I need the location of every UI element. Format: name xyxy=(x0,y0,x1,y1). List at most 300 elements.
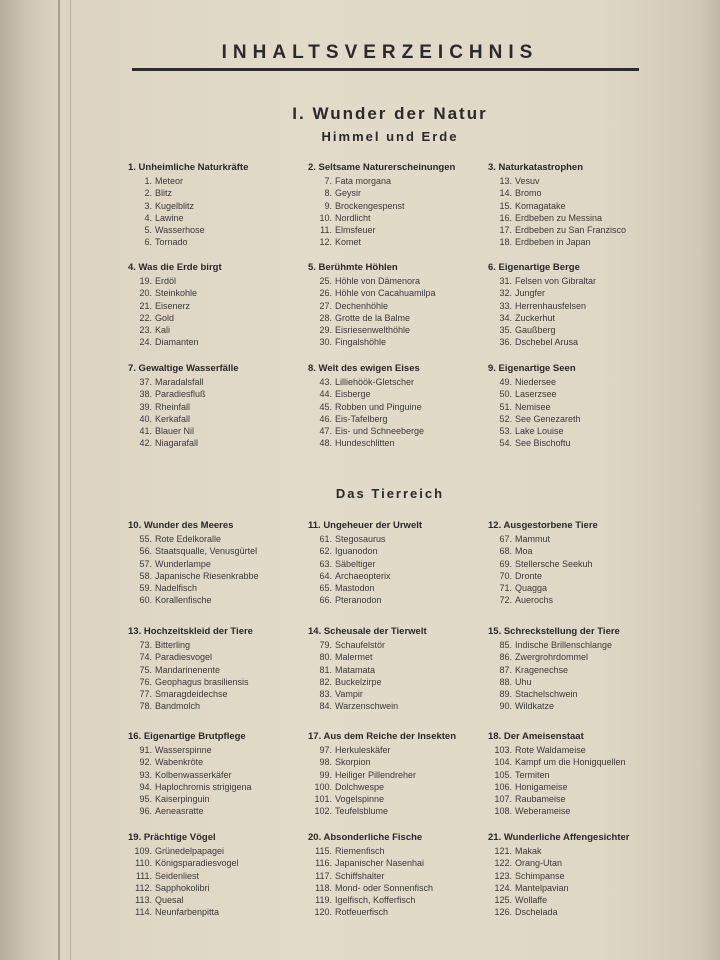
toc-section xyxy=(488,520,688,607)
toc-section xyxy=(308,832,508,919)
entry-title: Diamanten xyxy=(155,337,199,348)
entry-number: 73. xyxy=(139,640,152,650)
section-title: 17. Aus dem Reiche der Insekten xyxy=(308,731,457,742)
toc-entry xyxy=(308,570,508,582)
toc-entry xyxy=(128,700,328,712)
section-item-list xyxy=(308,744,508,818)
entry-number: 38. xyxy=(139,389,152,400)
entry-number: 44. xyxy=(319,389,332,400)
toc-entry xyxy=(128,894,328,906)
toc-entry xyxy=(128,212,328,224)
entry-title: Raubameise xyxy=(515,794,566,805)
section-title: 14. Scheusale der Tierwelt xyxy=(308,626,427,637)
section-title: 4. Was die Erde birgt xyxy=(128,262,222,273)
page-title: INHALTSVERZEICHNIS xyxy=(221,42,539,63)
toc-entry xyxy=(488,336,688,348)
entry-number: 68. xyxy=(499,546,512,557)
entry-title: Skorpion xyxy=(335,757,371,768)
toc-entry xyxy=(128,769,328,781)
entry-title: Komet xyxy=(335,237,362,248)
entry-number: 7. xyxy=(324,176,332,186)
section-title: 19. Prächtige Vögel xyxy=(128,832,216,843)
entry-title: Malermet xyxy=(335,652,373,663)
toc-entry xyxy=(488,287,688,299)
entry-number: 15. xyxy=(499,200,512,211)
entry-title: Eis-Tafelberg xyxy=(335,413,388,424)
section-title: 20. Absonderliche Fische xyxy=(308,832,423,843)
toc-entry xyxy=(128,870,328,882)
entry-number: 108. xyxy=(494,806,512,817)
toc-entry xyxy=(128,857,328,869)
entry-number: 46. xyxy=(319,413,332,424)
entry-title: Dechenhöhle xyxy=(335,300,389,311)
entry-title: Dschelada xyxy=(515,907,558,918)
toc-entry xyxy=(488,300,688,312)
entry-number: 113. xyxy=(135,895,152,906)
entry-title: Rote Edelkoralle xyxy=(155,534,222,544)
entry-title: Herrenhausfelsen xyxy=(515,300,587,311)
section-title: 12. Ausgestorbene Tiere xyxy=(488,520,598,531)
toc-entry xyxy=(308,401,508,413)
entry-title: Honigameise xyxy=(515,781,568,792)
toc-entry xyxy=(128,570,328,582)
entry-title: Höhle von Dämenora xyxy=(335,276,421,286)
toc-entry xyxy=(308,676,508,688)
entry-number: 50. xyxy=(499,389,512,400)
toc-entry xyxy=(488,744,688,756)
entry-title: Jungfer xyxy=(515,288,546,299)
entry-title: Komagatake xyxy=(515,200,566,211)
section-item-list xyxy=(488,744,688,818)
section-item-list xyxy=(128,744,328,818)
entry-number: 2. xyxy=(144,188,152,199)
entry-title: Teufelsblume xyxy=(335,806,389,817)
part-title: Das Tierreich xyxy=(335,486,445,501)
entry-number: 125. xyxy=(494,895,512,906)
entry-number: 84. xyxy=(319,701,332,712)
toc-entry xyxy=(488,533,688,545)
entry-number: 65. xyxy=(319,583,332,594)
entry-title: Wasserhose xyxy=(155,225,205,236)
entry-number: 99. xyxy=(319,769,332,780)
toc-entry xyxy=(488,413,688,425)
toc-entry xyxy=(308,582,508,594)
toc-entry xyxy=(128,175,328,187)
page-gutter-line xyxy=(70,0,71,960)
entry-number: 71. xyxy=(499,583,512,594)
toc-section xyxy=(308,520,508,607)
toc-entry xyxy=(308,300,508,312)
entry-number: 75. xyxy=(139,664,152,675)
toc-entry xyxy=(488,312,688,324)
section-title: 7. Gewaltige Wasserfälle xyxy=(128,363,239,374)
entry-title: Eisenerz xyxy=(155,300,191,311)
section-item-list xyxy=(488,175,688,249)
entry-number: 49. xyxy=(499,377,512,387)
toc-entry xyxy=(488,857,688,869)
entry-title: Meteor xyxy=(155,176,184,186)
entry-title: Lilliehöök-Gletscher xyxy=(335,377,415,387)
entry-number: 41. xyxy=(139,426,152,437)
entry-title: Kolbenwasserkäfer xyxy=(155,769,232,780)
entry-number: 33. xyxy=(499,300,512,311)
page-gutter-line xyxy=(58,0,60,960)
toc-section xyxy=(488,731,688,818)
toc-entry xyxy=(488,676,688,688)
entry-number: 39. xyxy=(139,401,152,412)
entry-title: Eisberge xyxy=(335,389,371,400)
toc-entry xyxy=(128,413,328,425)
toc-entry xyxy=(488,224,688,236)
entry-title: Nadelfisch xyxy=(155,583,198,594)
entry-number: 77. xyxy=(139,689,152,700)
entry-title: Pteranodon xyxy=(335,595,382,606)
entry-number: 87. xyxy=(499,664,512,675)
entry-number: 64. xyxy=(319,570,332,581)
entry-title: Stellersche Seekuh xyxy=(515,558,593,569)
entry-number: 62. xyxy=(319,546,332,557)
entry-number: 91. xyxy=(139,745,152,755)
toc-entry xyxy=(128,688,328,700)
toc-entry xyxy=(308,437,508,449)
section-item-list xyxy=(128,376,328,450)
toc-entry xyxy=(488,582,688,594)
toc-entry xyxy=(488,175,688,187)
entry-number: 78. xyxy=(139,701,152,712)
toc-entry xyxy=(128,224,328,236)
entry-number: 105. xyxy=(494,769,512,780)
entry-number: 92. xyxy=(139,757,152,768)
section-title: 8. Welt des ewigen Eises xyxy=(308,363,420,374)
toc-entry xyxy=(128,388,328,400)
toc-entry xyxy=(128,275,328,287)
entry-number: 90. xyxy=(499,701,512,712)
toc-entry xyxy=(308,545,508,557)
entry-title: Vesuv xyxy=(515,176,540,186)
entry-number: 86. xyxy=(499,652,512,663)
entry-title: Buckelzirpe xyxy=(335,676,382,687)
entry-title: Geysir xyxy=(335,188,362,199)
entry-number: 126. xyxy=(494,907,512,918)
entry-number: 63. xyxy=(319,558,332,569)
section-title: 9. Eigenartige Seen xyxy=(488,363,576,374)
entry-title: Königsparadiesvogel xyxy=(155,858,239,869)
entry-number: 30. xyxy=(319,337,332,348)
entry-title: Fata morgana xyxy=(335,176,392,186)
toc-section xyxy=(488,363,688,450)
entry-title: Quagga xyxy=(515,583,548,594)
toc-entry xyxy=(308,200,508,212)
entry-number: 120. xyxy=(314,907,332,918)
entry-number: 98. xyxy=(319,757,332,768)
entry-title: Igelfisch, Kofferfisch xyxy=(335,895,416,906)
entry-number: 122. xyxy=(494,858,512,869)
entry-title: Wasserspinne xyxy=(155,745,212,755)
section-item-list xyxy=(308,533,508,607)
entry-number: 52. xyxy=(499,413,512,424)
entry-title: Mammut xyxy=(515,534,551,544)
toc-entry xyxy=(308,793,508,805)
entry-number: 76. xyxy=(139,676,152,687)
toc-entry xyxy=(308,744,508,756)
toc-entry xyxy=(308,594,508,606)
toc-entry xyxy=(308,906,508,918)
toc-section xyxy=(128,626,328,713)
title-rule xyxy=(132,68,639,71)
entry-number: 40. xyxy=(139,413,152,424)
toc-entry xyxy=(308,769,508,781)
section-item-list xyxy=(128,275,328,349)
toc-entry xyxy=(488,425,688,437)
toc-entry xyxy=(128,545,328,557)
toc-entry xyxy=(128,200,328,212)
entry-number: 48. xyxy=(319,438,332,449)
toc-entry xyxy=(128,594,328,606)
toc-entry xyxy=(308,639,508,651)
entry-number: 12. xyxy=(319,237,332,248)
entry-title: Uhu xyxy=(515,676,532,687)
entry-title: Makak xyxy=(515,846,542,856)
entry-title: Termiten xyxy=(515,769,550,780)
entry-title: Hundeschlitten xyxy=(335,438,395,449)
toc-entry xyxy=(308,336,508,348)
entry-title: Orang-Utan xyxy=(515,858,563,869)
entry-title: Erdöl xyxy=(155,276,177,286)
toc-entry xyxy=(128,906,328,918)
entry-title: Kugelblitz xyxy=(155,200,195,211)
toc-entry xyxy=(128,425,328,437)
entry-number: 97. xyxy=(319,745,332,755)
entry-title: Schaufelstör xyxy=(335,640,386,650)
section-title: 2. Seltsame Naturerscheinungen xyxy=(308,162,456,173)
entry-number: 124. xyxy=(494,882,512,893)
toc-entry xyxy=(308,870,508,882)
entry-number: 4. xyxy=(144,212,152,223)
toc-entry xyxy=(128,676,328,688)
entry-title: Steinkohle xyxy=(155,288,198,299)
entry-title: Dronte xyxy=(515,570,543,581)
section-item-list xyxy=(308,376,508,450)
toc-section xyxy=(128,832,328,919)
toc-entry xyxy=(488,388,688,400)
entry-number: 100. xyxy=(314,781,332,792)
entry-number: 123. xyxy=(494,870,512,881)
entry-title: Vogelspinne xyxy=(335,794,385,805)
entry-number: 107. xyxy=(494,794,512,805)
entry-number: 9. xyxy=(324,200,332,211)
entry-title: See Bischoftu xyxy=(515,438,571,449)
entry-title: Zwergrohrdommel xyxy=(515,652,589,663)
entry-number: 31. xyxy=(499,276,512,286)
entry-title: Eisriesenwelthöhle xyxy=(335,325,411,336)
toc-entry xyxy=(308,882,508,894)
toc-section xyxy=(308,162,508,249)
entry-title: Archaeopterix xyxy=(335,570,391,581)
toc-entry xyxy=(128,805,328,817)
entry-title: Stachelschwein xyxy=(515,689,578,700)
entry-title: Kragenechse xyxy=(515,664,569,675)
entry-title: Grotte de la Balme xyxy=(335,312,411,323)
entry-title: Rheinfall xyxy=(155,401,191,412)
entry-title: Höhle von Cacahuamilpa xyxy=(335,288,436,299)
toc-entry xyxy=(308,224,508,236)
section-item-list xyxy=(128,175,328,249)
toc-entry xyxy=(488,756,688,768)
entry-title: Wollaffe xyxy=(515,895,548,906)
entry-number: 34. xyxy=(499,312,512,323)
section-title: 6. Eigenartige Berge xyxy=(488,262,580,273)
entry-number: 117. xyxy=(315,870,332,881)
entry-title: Nordlicht xyxy=(335,212,371,223)
entry-title: Bromo xyxy=(515,188,542,199)
entry-number: 53. xyxy=(499,426,512,437)
entry-number: 54. xyxy=(499,438,512,449)
toc-entry xyxy=(308,700,508,712)
toc-entry xyxy=(128,187,328,199)
entry-number: 28. xyxy=(319,312,332,323)
entry-number: 13. xyxy=(499,176,512,186)
toc-entry xyxy=(488,200,688,212)
entry-title: Matamata xyxy=(335,664,376,675)
entry-number: 42. xyxy=(139,438,152,449)
toc-entry xyxy=(308,187,508,199)
entry-number: 95. xyxy=(139,794,152,805)
entry-title: Erdbeben zu Messina xyxy=(515,212,603,223)
entry-title: Bitterling xyxy=(155,640,191,650)
section-item-list xyxy=(488,845,688,919)
entry-title: Gaußberg xyxy=(515,325,556,336)
toc-section xyxy=(488,832,688,919)
toc-entry xyxy=(488,688,688,700)
section-item-list xyxy=(308,275,508,349)
entry-title: Lawine xyxy=(155,212,184,223)
section-item-list xyxy=(488,275,688,349)
toc-entry xyxy=(128,401,328,413)
entry-title: Eis- und Schneeberge xyxy=(335,426,425,437)
section-item-list xyxy=(488,376,688,450)
toc-entry xyxy=(128,781,328,793)
entry-title: Herkuleskäfer xyxy=(335,745,391,755)
toc-section xyxy=(128,262,328,349)
entry-number: 101. xyxy=(314,794,332,805)
section-item-list xyxy=(128,845,328,919)
toc-section xyxy=(128,363,328,450)
entry-number: 106. xyxy=(494,781,512,792)
section-title: 5. Berühmte Höhlen xyxy=(308,262,398,273)
toc-entry xyxy=(308,894,508,906)
entry-number: 81. xyxy=(319,664,332,675)
entry-title: Mond- oder Sonnenfisch xyxy=(335,882,434,893)
toc-section xyxy=(488,162,688,249)
entry-number: 102. xyxy=(314,806,332,817)
entry-number: 57. xyxy=(139,558,152,569)
toc-section xyxy=(308,626,508,713)
entry-number: 121. xyxy=(494,846,512,856)
entry-number: 66. xyxy=(319,595,332,606)
entry-title: Blauer Nil xyxy=(155,426,195,437)
part-subtitle: Himmel und Erde xyxy=(321,129,459,144)
toc-entry xyxy=(308,388,508,400)
section-item-list xyxy=(308,175,508,249)
toc-entry xyxy=(488,275,688,287)
entry-title: Riemenfisch xyxy=(335,846,385,856)
toc-entry xyxy=(128,756,328,768)
entry-number: 104. xyxy=(494,757,512,768)
section-title: 1. Unheimliche Naturkräfte xyxy=(128,162,249,173)
toc-entry xyxy=(128,558,328,570)
entry-title: Lake Louise xyxy=(515,426,564,437)
toc-entry xyxy=(488,906,688,918)
entry-number: 96. xyxy=(139,806,152,817)
toc-entry xyxy=(308,287,508,299)
entry-title: Indische Brillenschlange xyxy=(515,640,613,650)
toc-entry xyxy=(128,300,328,312)
entry-title: Erdbeben in Japan xyxy=(515,237,591,248)
part-title: I. Wunder der Natur xyxy=(292,104,488,123)
toc-entry xyxy=(128,793,328,805)
toc-entry xyxy=(308,533,508,545)
entry-title: Robben und Pinguine xyxy=(335,401,422,412)
entry-number: 21. xyxy=(139,300,152,311)
entry-title: Mandarinenente xyxy=(155,664,221,675)
section-title: 3. Naturkatastrophen xyxy=(488,162,584,173)
section-title: 15. Schreckstellung der Tiere xyxy=(488,626,620,637)
toc-entry xyxy=(308,175,508,187)
entry-number: 67. xyxy=(499,534,512,544)
toc-entry xyxy=(308,275,508,287)
entry-title: Staatsqualle, Venusgürtel xyxy=(155,546,258,557)
toc-entry xyxy=(488,769,688,781)
entry-title: Nemisee xyxy=(515,401,551,412)
toc-entry xyxy=(308,845,508,857)
entry-title: Zuckerhut xyxy=(515,312,556,323)
toc-entry xyxy=(488,793,688,805)
entry-number: 26. xyxy=(319,288,332,299)
entry-number: 85. xyxy=(499,640,512,650)
entry-number: 79. xyxy=(319,640,332,650)
entry-number: 16. xyxy=(499,212,512,223)
toc-entry xyxy=(128,664,328,676)
toc-section xyxy=(128,731,328,818)
toc-entry xyxy=(488,401,688,413)
entry-number: 88. xyxy=(499,676,512,687)
entry-title: Paradiesvogel xyxy=(155,652,213,663)
entry-number: 110. xyxy=(135,858,152,869)
entry-number: 25. xyxy=(319,276,332,286)
toc-entry xyxy=(488,664,688,676)
toc-entry xyxy=(308,558,508,570)
toc-entry xyxy=(488,870,688,882)
section-title: 16. Eigenartige Brutpflege xyxy=(128,731,246,742)
entry-number: 118. xyxy=(315,882,332,893)
entry-title: Haplochromis strigigena xyxy=(155,781,252,792)
entry-number: 3. xyxy=(144,200,152,211)
entry-number: 1. xyxy=(144,176,152,186)
toc-entry xyxy=(488,882,688,894)
entry-title: Tornado xyxy=(155,237,188,248)
toc-entry xyxy=(128,651,328,663)
toc-entry xyxy=(128,376,328,388)
entry-number: 56. xyxy=(139,546,152,557)
entry-number: 112. xyxy=(135,882,152,893)
toc-entry xyxy=(308,376,508,388)
toc-entry xyxy=(128,437,328,449)
entry-title: Japanische Riesenkrabbe xyxy=(155,570,259,581)
entry-number: 17. xyxy=(499,225,512,236)
toc-entry xyxy=(488,805,688,817)
section-title: 13. Hochzeitskleid der Tiere xyxy=(128,626,253,637)
entry-title: Kampf um die Honigquellen xyxy=(515,757,626,768)
